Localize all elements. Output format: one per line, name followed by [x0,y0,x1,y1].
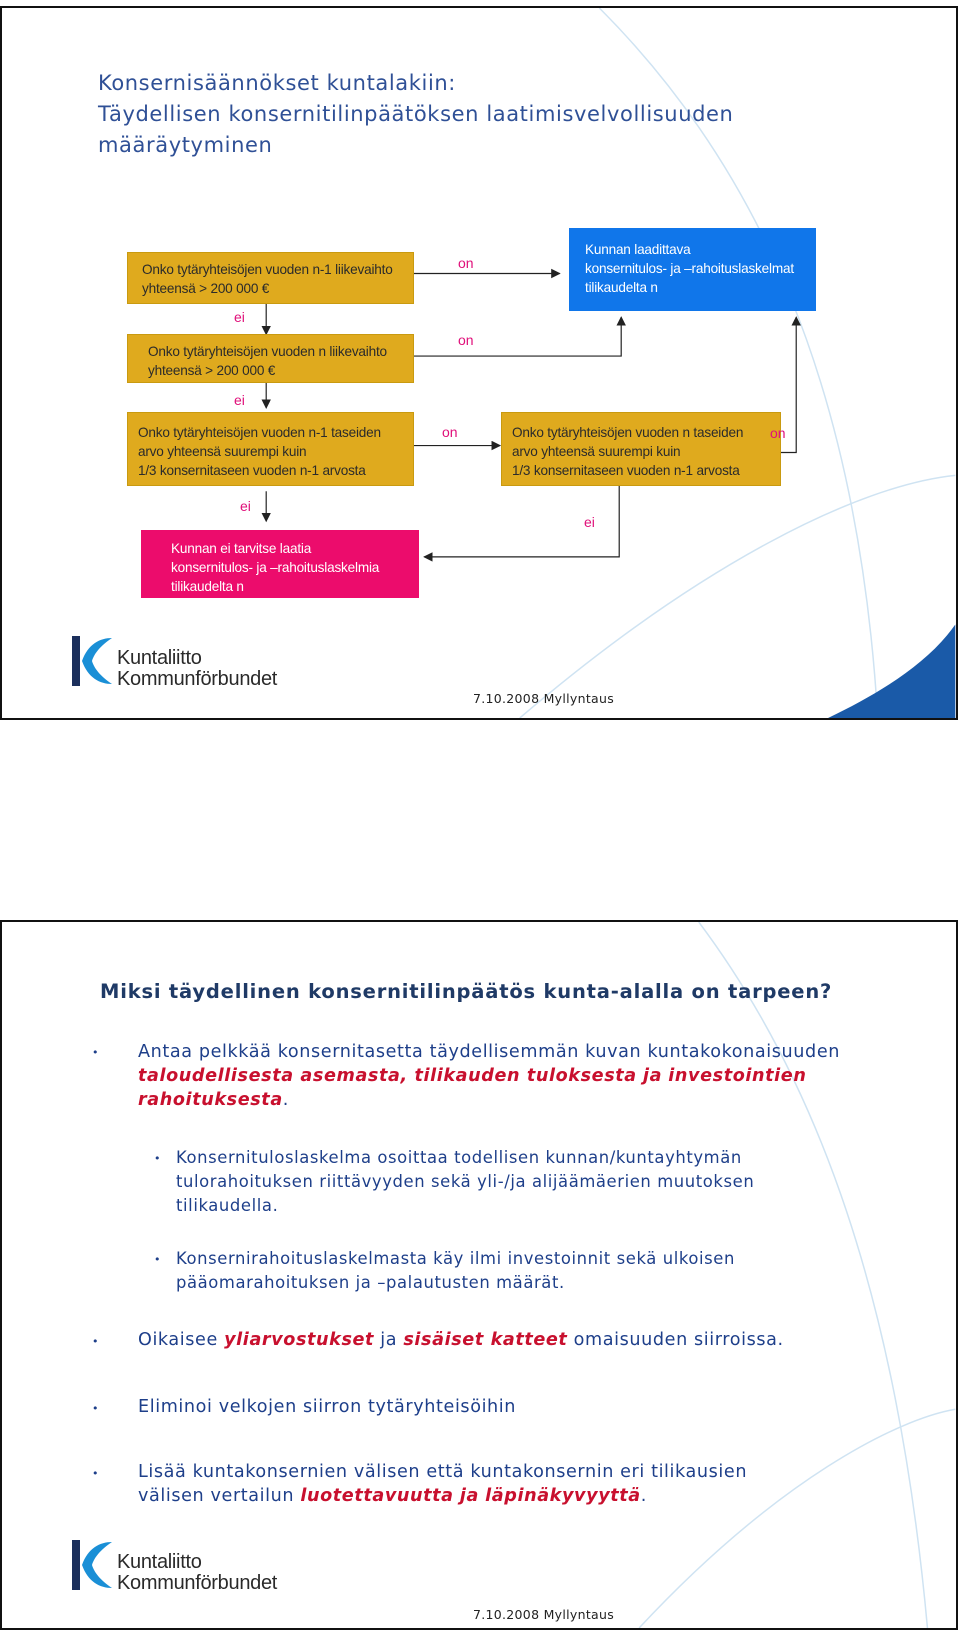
title-line-1: Konsernisäännökset kuntalakiin: [98,71,456,95]
sub-bullet-1-line-1: Konsernituloslaskelma osoittaa todellisen kunnan/kuntayhtymän [176,1148,742,1167]
bullet-1-period: . [282,1090,289,1110]
sub-bullet-1 [176,1146,936,1218]
box-1-line-1: Onko tytäryhteisöjen vuoden n-1 liikevaihto [142,262,393,277]
box-4-line-1: Onko tytäryhteisöjen vuoden n taseiden [512,425,744,440]
bullet-3: Eliminoi velkojen siirron tytäryhteisöihin [138,1397,517,1417]
bullet-4-emphasis-2: läpinäkyvyyttä [485,1486,641,1506]
slide-1 [0,6,958,720]
bullet-1-conjunction: ja [642,1066,663,1086]
label-ei-4: ei [584,514,595,530]
logo-line-1: Kuntaliitto [117,1551,202,1573]
decision-box-2 [127,334,414,383]
box-3-line-1: Onko tytäryhteisöjen vuoden n-1 taseiden [138,425,381,440]
bullet-1-text: Antaa pelkkää konsernitasetta täydellisemmän kuvan kuntakokonaisuuden [138,1042,840,1062]
label-ei-1: ei [234,309,245,325]
footer-date: 7.10.2008 Myllyntaus [473,691,615,706]
box-4-line-3: 1/3 konsernitaseen vuoden n-1 arvosta [512,463,740,478]
result-box-yes [569,228,816,311]
logo-line-1: Kuntaliitto [117,647,202,669]
bullet-4-conjunction: ja [459,1486,479,1506]
bullet-1-emphasis-3: rahoituksesta [138,1090,283,1110]
box-4-line-2: arvo yhteensä suurempi kuin [512,444,681,459]
arrow-icon [412,317,621,356]
logo-line-2: Kommunförbundet [117,1572,278,1594]
box-3-line-3: 1/3 konsernitaseen vuoden n-1 arvosta [138,463,366,478]
box-1-line-2: yhteensä > 200 000 € [142,281,270,296]
label-on-1: on [458,255,474,271]
slide-title [98,68,733,161]
bullet-4-text: välisen vertailun [138,1486,295,1506]
bullet-2-conjunction: ja [380,1330,398,1350]
box-2-line-2: yhteensä > 200 000 € [148,363,276,378]
label-ei-2: ei [234,392,245,408]
bullet-4-emphasis-1: luotettavuutta [300,1486,454,1506]
decision-box-4 [501,412,781,486]
logo-wordmark [117,1552,277,1594]
sub-bullet-2-line-2: pääomarahoituksen ja –palautusten määrät. [176,1273,565,1292]
sub-bullet-2 [176,1247,936,1295]
bullet-4-line-2 [138,1484,938,1508]
result-yes-line-2: konsernitulos- ja –rahoituslaskelmat [585,261,794,276]
slide-title: Miksi täydellinen konsernitilinpäätös kunta-alalla on tarpeen? [100,980,833,1003]
footer-date: 7.10.2008 Myllyntaus [473,1607,615,1622]
title-line-2: Täydellisen konsernitilinpäätöksen laatimisvelvollisuuden [98,102,734,126]
bullet-2 [138,1328,938,1352]
bullet-2-text-end: omaisuuden siirroissa. [573,1330,784,1350]
result-no-line-3: tilikaudelta n [171,579,244,594]
bullet-icon: • [92,1335,99,1348]
sub-bullet-1-line-2: tulorahoituksen riittävyyden sekä yli-/ja alijäämäerien muutoksen [176,1172,755,1191]
slide-2 [0,920,958,1630]
title-line-3: määräytyminen [98,133,273,157]
label-on-4: on [770,425,786,441]
box-2-line-1: Onko tytäryhteisöjen vuoden n liikevaihto [148,344,387,359]
bullet-1 [138,1040,938,1112]
bullet-icon: • [154,1253,161,1266]
bullet-4 [138,1460,938,1508]
bullet-icon: • [92,1402,99,1415]
bullet-2-text: Oikaisee [138,1330,218,1350]
label-on-2: on [458,332,474,348]
bullet-1-emphasis-1: taloudellisesta asemasta, tilikauden tuloksesta [138,1066,637,1086]
label-ei-3: ei [240,498,251,514]
decision-box-3 [127,412,414,486]
bullet-icon: • [92,1467,99,1480]
bullet-icon: • [154,1152,161,1165]
bullet-4-period: . [640,1486,647,1506]
kuntaliitto-logo-icon [70,634,114,688]
sub-bullet-2-line-1: Konsernirahoituslaskelmasta käy ilmi investoinnit sekä ulkoisen [176,1249,735,1268]
result-yes-line-3: tilikaudelta n [585,280,658,295]
sub-bullet-1-line-3: tilikaudella. [176,1196,279,1215]
result-box-no [141,530,419,598]
logo-wordmark [117,648,277,690]
bullet-4-line-1: Lisää kuntakonsernien välisen että kuntakonsernin eri tilikausien [138,1462,748,1482]
bullet-2-emphasis-2: sisäiset katteet [403,1330,568,1350]
label-on-3: on [442,424,458,440]
logo-line-2: Kommunförbundet [117,668,278,690]
result-no-line-1: Kunnan ei tarvitse laatia [171,541,312,556]
decision-box-1 [127,252,414,304]
box-3-line-2: arvo yhteensä suurempi kuin [138,444,307,459]
kuntaliitto-logo-icon [70,1538,114,1592]
bullet-icon: • [92,1046,99,1059]
bullet-2-emphasis-1: yliarvostukset [224,1330,375,1350]
result-yes-line-1: Kunnan laadittava [585,242,691,257]
bullet-1-emphasis-2: investointien [668,1066,807,1086]
result-no-line-2: konsernitulos- ja –rahoituslaskelmia [171,560,380,575]
